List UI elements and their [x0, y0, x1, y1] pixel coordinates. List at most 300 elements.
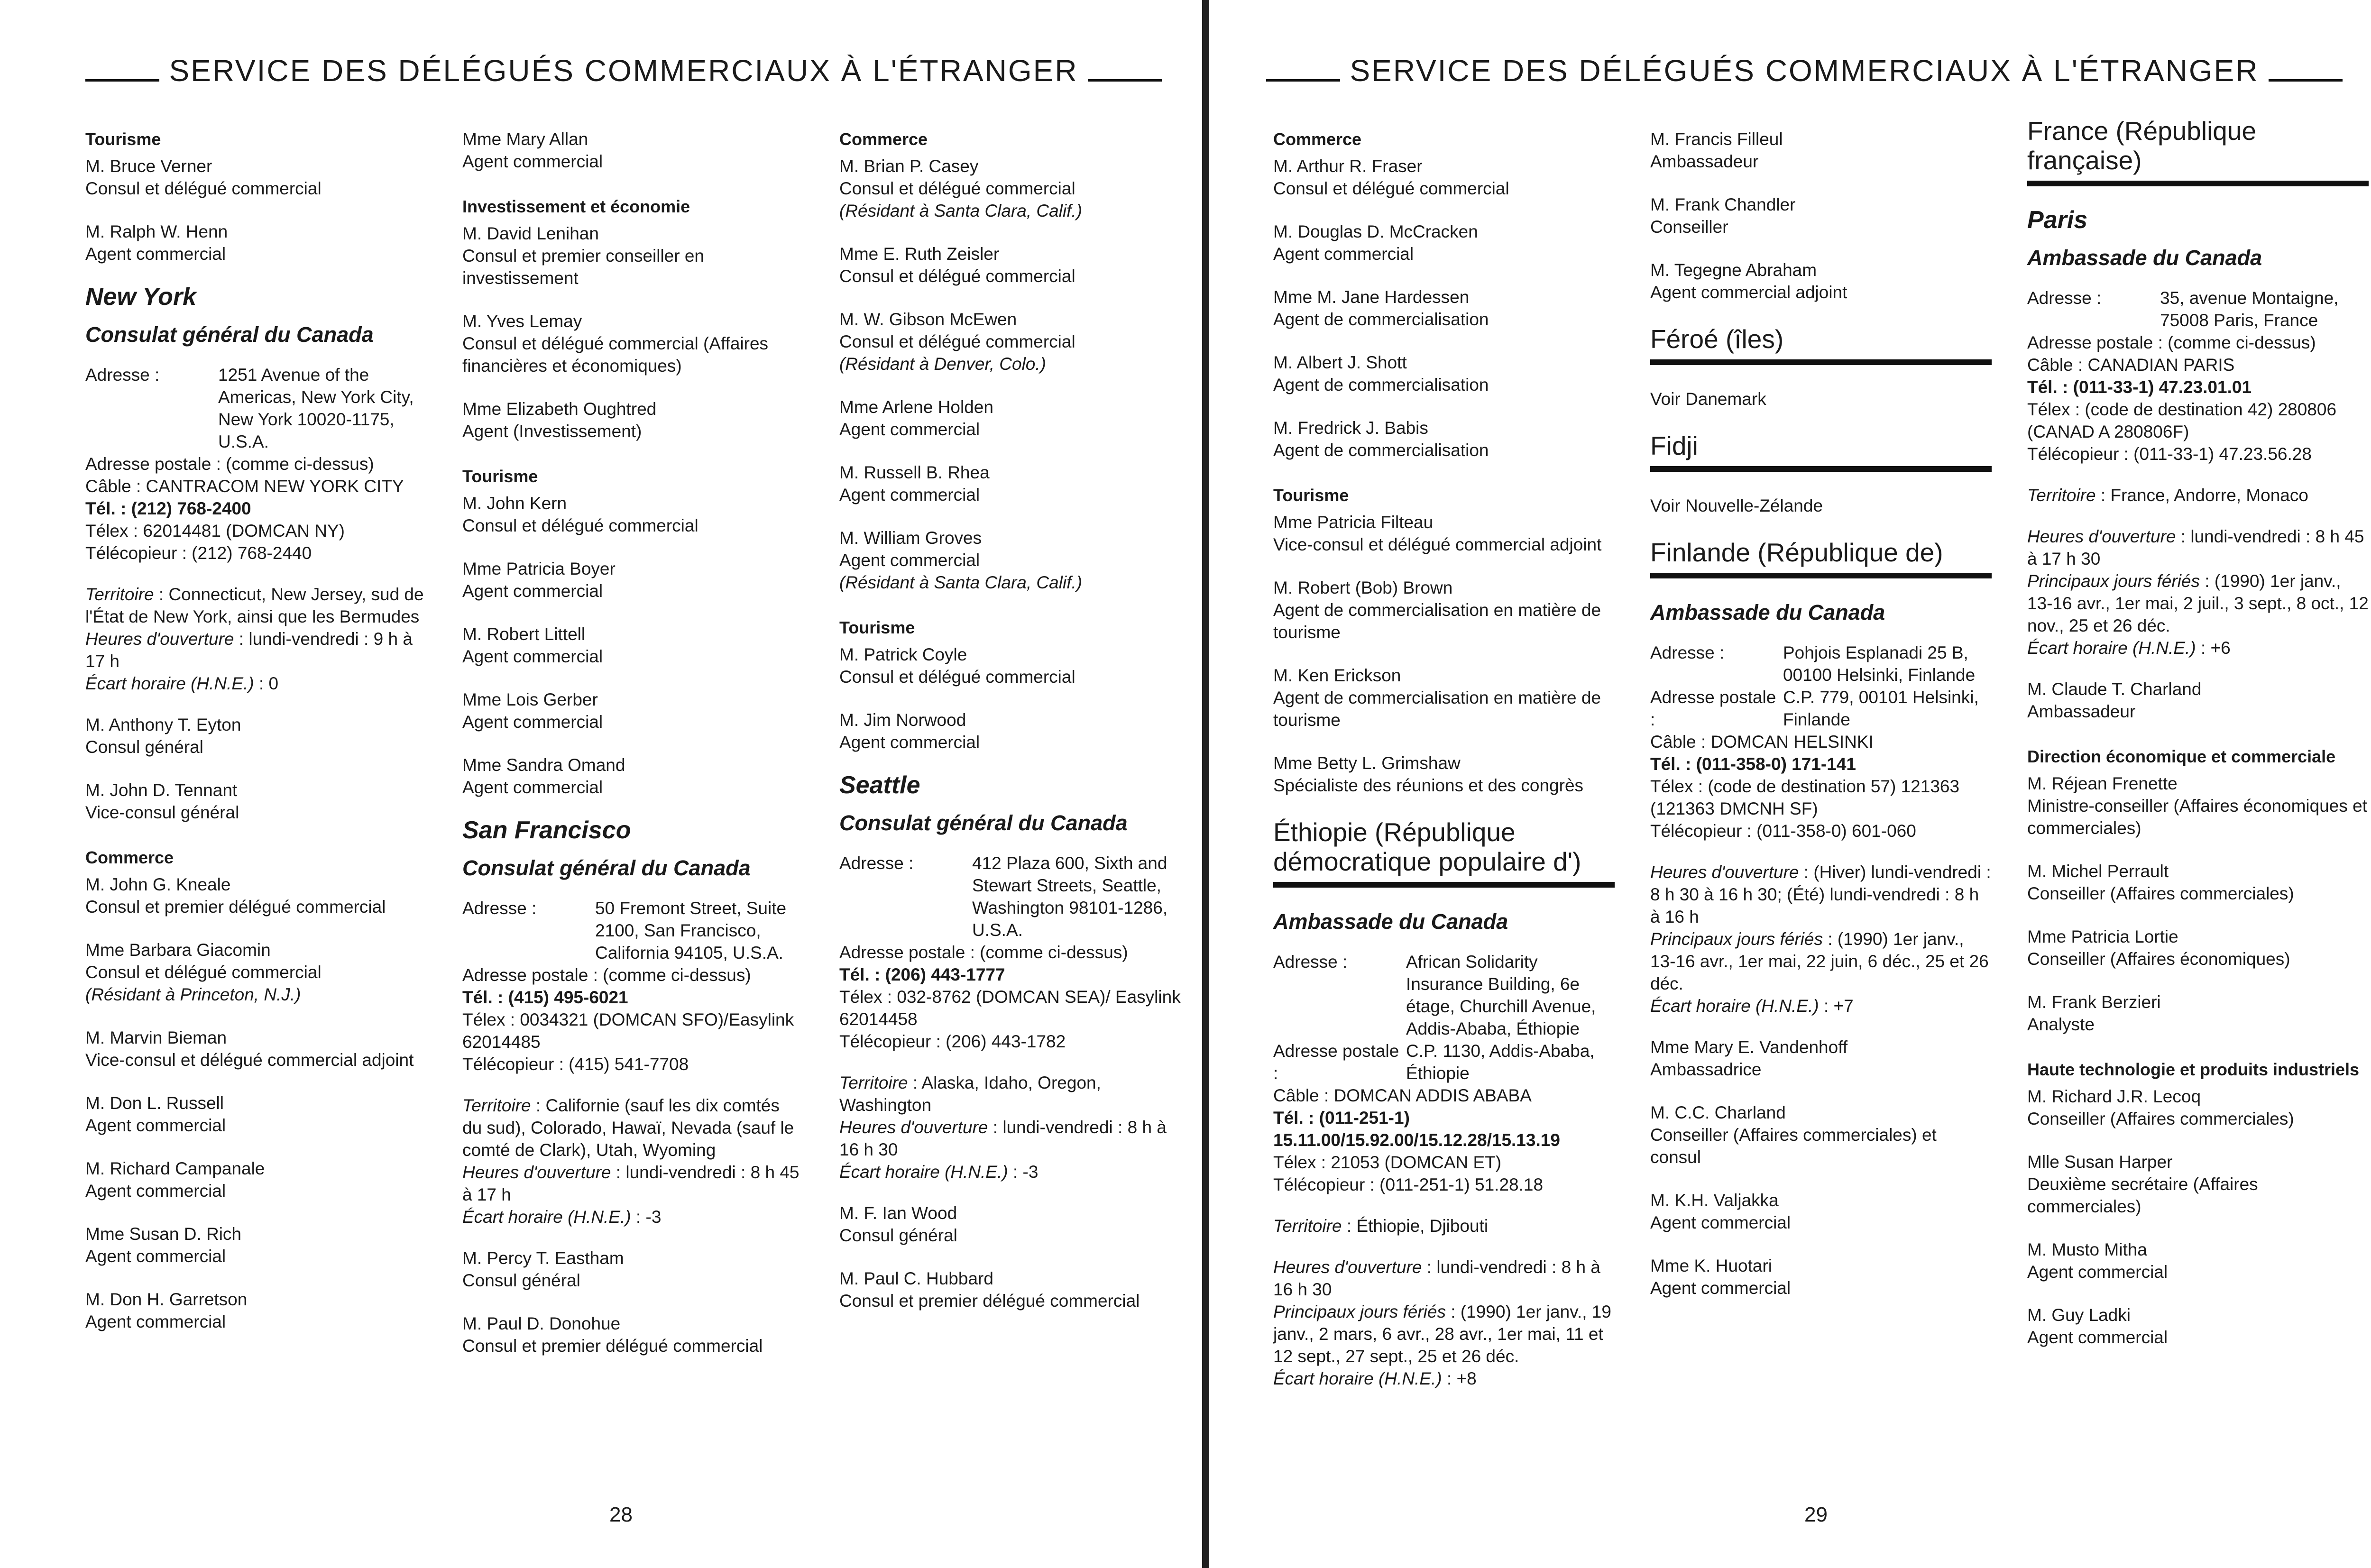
staff-entry [85, 779, 427, 824]
staff-entry [85, 1288, 427, 1333]
staff-entry [1273, 511, 1615, 556]
contact-line: Adresse postale : (comme ci-dessus) [85, 454, 374, 474]
staff-role: Agent commercial [85, 1116, 226, 1135]
info-line [1273, 1367, 1615, 1390]
staff-name: M. Richard Campanale [85, 1159, 265, 1178]
staff-role: Agent de commercialisation en matière de tourisme [1273, 600, 1601, 642]
address-label: Adresse : [2027, 288, 2102, 308]
info-line [462, 1094, 804, 1161]
staff-name: M. Musto Mitha [2027, 1240, 2147, 1259]
staff-role: Agent commercial [839, 550, 980, 570]
section-heading: Commerce [1273, 129, 1362, 149]
office-heading: Ambassade du Canada [1650, 600, 1885, 624]
staff-role: Agent de commercialisation [1273, 310, 1489, 329]
staff-entry [1273, 155, 1615, 200]
address-value: Pohjois Esplanadi 25 B, 00100 Helsinki, Finlande [1783, 643, 1976, 685]
staff-entry [1273, 752, 1615, 797]
contact-line: Tél. : (415) 495-6021 [462, 988, 628, 1007]
staff-role: Agent commercial [1650, 1213, 1791, 1232]
address-block [1273, 951, 1615, 1040]
staff-role: Consul et délégué commercial [839, 332, 1075, 351]
staff-role: Conseiller (Affaires commerciales) [2027, 1109, 2294, 1128]
staff-role: Analyste [2027, 1015, 2095, 1034]
staff-entry [462, 492, 804, 537]
staff-name: M. F. Ian Wood [839, 1203, 957, 1223]
info-label: Écart horaire (H.N.E.) [2027, 638, 2196, 658]
staff-role: Agent commercial adjoint [1650, 283, 1847, 302]
address-block [1273, 1040, 1615, 1084]
staff-entry [462, 754, 804, 798]
address-block [839, 852, 1181, 941]
staff-role: Conseiller (Affaires commerciales) et consul [1650, 1125, 1937, 1167]
staff-role: Agent commercial [1650, 1278, 1791, 1298]
staff-role: Agent de commercialisation [1273, 375, 1489, 394]
staff-name: Mme Sandra Omand [462, 755, 625, 775]
staff-entry [1273, 664, 1615, 731]
staff-name: Mme Lois Gerber [462, 690, 598, 709]
staff-name: M. Bruce Verner [85, 156, 212, 176]
staff-role: Agent commercial [462, 152, 603, 171]
staff-name: M. Russell B. Rhea [839, 463, 990, 482]
info-value: : Éthiopie, Djibouti [1342, 1216, 1489, 1236]
staff-name: M. Réjean Frenette [2027, 774, 2178, 793]
staff-name: M. Yves Lemay [462, 312, 582, 331]
city-heading: New York [85, 283, 197, 311]
contact-line: Câble : CANADIAN PARIS [2027, 355, 2235, 375]
staff-note: (Résidant à Princeton, N.J.) [85, 985, 301, 1004]
staff-note: (Résidant à Denver, Colo.) [839, 354, 1046, 374]
staff-entry [85, 1092, 427, 1137]
staff-role: Consul et délégué commercial [839, 667, 1075, 687]
country-heading: Fidji [1650, 431, 1992, 472]
info-label: Territoire [85, 585, 154, 604]
staff-role: Consul et premier délégué commercial [462, 1336, 763, 1356]
staff-entry [462, 688, 804, 733]
info-value: : lundi-vendredi : 9 h à 17 h [85, 629, 413, 671]
page-number: 28 [609, 1503, 633, 1526]
staff-name: M. Don L. Russell [85, 1093, 224, 1113]
section-heading: Commerce [85, 848, 174, 867]
info-line [1273, 1215, 1615, 1237]
staff-name: M. Frank Berzieri [2027, 992, 2161, 1012]
staff-note: (Résidant à Santa Clara, Calif.) [839, 201, 1083, 220]
staff-entry [1650, 1036, 1992, 1081]
staff-role: Agent commercial [85, 1247, 226, 1266]
staff-name: M. Albert J. Shott [1273, 353, 1407, 372]
staff-role: Conseiller (Affaires commerciales) [2027, 884, 2294, 903]
info-line [1650, 995, 1992, 1017]
section-heading: Investissement et économie [462, 197, 690, 216]
info-label: Heures d'ouverture [462, 1163, 611, 1182]
staff-role: Consul et premier délégué commercial [839, 1291, 1140, 1311]
staff-name: M. Ken Erickson [1273, 666, 1401, 685]
info-value: : Californie (sauf les dix comtés du sud), Colorado, Hawaï, Nevada (sauf le comté de Clark), Utah, Wyoming [462, 1096, 794, 1160]
staff-role: Conseiller (Affaires économiques) [2027, 949, 2290, 969]
info-value: : (1990) 1er janv., 19 janv., 2 mars, 6 avr., 28 avr., 1er mai, 11 et 12 sept., 27 sept., 25 et 26 déc. [1273, 1302, 1611, 1366]
staff-role: Consul général [839, 1226, 957, 1245]
address-label: Adresse : [839, 853, 914, 873]
column-3 [839, 128, 1181, 1333]
staff-entry [1273, 286, 1615, 330]
column-6 [2027, 116, 2369, 1369]
section-heading: Commerce [839, 129, 928, 149]
staff-name: M. Paul D. Donohue [462, 1314, 621, 1333]
staff-name: M. C.C. Charland [1650, 1103, 1786, 1122]
contact-line: Télécopieur : (011-251-1) 51.28.18 [1273, 1175, 1544, 1194]
header-rule [85, 79, 159, 82]
staff-entry [1650, 193, 1992, 238]
staff-entry [839, 396, 1181, 440]
staff-role: Agent commercial [85, 244, 226, 264]
staff-name: M. Frank Chandler [1650, 195, 1796, 214]
info-label: Principaux jours fériés [1650, 929, 1823, 949]
staff-name: Mme Barbara Giacomin [85, 940, 271, 960]
office-heading: Ambassade du Canada [1273, 909, 1508, 934]
staff-entry [1650, 128, 1992, 173]
address-value: 35, avenue Montaigne, 75008 Paris, France [2160, 288, 2339, 330]
staff-role: Agent commercial [1273, 244, 1414, 264]
staff-name: M. John Kern [462, 494, 567, 513]
info-line [1273, 1301, 1615, 1367]
staff-role: Conseiller [1650, 217, 1728, 237]
info-line [839, 1116, 1181, 1161]
address-label: Adresse postale : [1273, 1041, 1399, 1083]
contact-line: Télex : (code de destination 57) 121363 (121363 DMCNH SF) [1650, 777, 1960, 818]
info-label: Principaux jours fériés [2027, 571, 2200, 591]
office-heading: Ambassade du Canada [2027, 246, 2262, 270]
info-value: : (1990) 1er janv., 13-16 avr., 1er mai, 22 juin, 6 déc., 25 et 26 déc. [1650, 929, 1989, 993]
contact-line: Télex : 032-8762 (DOMCAN SEA)/ Easylink 62014458 [839, 987, 1181, 1029]
info-label: Écart horaire (H.N.E.) [839, 1162, 1008, 1182]
city-heading: Seattle [839, 771, 920, 799]
address-block [2027, 287, 2369, 331]
staff-entry [2027, 1238, 2369, 1283]
column-2 [462, 128, 804, 1378]
info-label: Écart horaire (H.N.E.) [1650, 996, 1819, 1016]
staff-role: Agent commercial [462, 712, 603, 732]
staff-name: M. Tegegne Abraham [1650, 260, 1817, 280]
staff-role: Agent commercial [462, 778, 603, 797]
contact-line: Adresse postale : (comme ci-dessus) [839, 943, 1128, 962]
info-line [1650, 928, 1992, 995]
staff-name: M. John G. Kneale [85, 875, 231, 894]
book-spine [1202, 0, 1209, 1568]
staff-name: M. K.H. Valjakka [1650, 1191, 1779, 1210]
staff-role: Agent commercial [85, 1181, 226, 1201]
info-value: : -3 [1008, 1162, 1038, 1182]
contact-line: Télex : (code de destination 42) 280806 (CANAD A 280806F) [2027, 400, 2337, 441]
info-value: : (Hiver) lundi-vendredi : 8 h 30 à 16 h 30; (Été) lundi-vendredi : 8 h à 16 h [1650, 862, 1991, 926]
staff-name: M. Marvin Bieman [85, 1028, 227, 1047]
info-value: : lundi-vendredi : 8 h à 16 h 30 [1273, 1257, 1600, 1299]
staff-entry [2027, 1304, 2369, 1348]
contact-line: Câble : CANTRACOM NEW YORK CITY [85, 477, 404, 496]
staff-entry [2027, 860, 2369, 905]
staff-entry [1273, 220, 1615, 265]
address-value: 1251 Avenue of the Americas, New York City, New York 10020-1175, U.S.A. [218, 365, 414, 451]
staff-name: M. Michel Perrault [2027, 862, 2169, 881]
staff-role: Consul général [462, 1271, 580, 1290]
info-line [462, 1161, 804, 1206]
staff-name: Mme Mary Allan [462, 129, 588, 149]
info-value: : lundi-vendredi : 8 h 45 à 17 h 30 [2027, 527, 2364, 569]
address-block [1650, 686, 1992, 731]
staff-entry [839, 527, 1181, 594]
staff-role: Consul et délégué commercial [85, 963, 322, 982]
info-line [2027, 637, 2369, 659]
staff-name: Mme M. Jane Hardessen [1273, 287, 1470, 307]
staff-role: Agent commercial [839, 420, 980, 439]
page-header [1266, 53, 2343, 88]
staff-name: M. Guy Ladki [2027, 1305, 2131, 1325]
contact-line: Tél. : (011-251-1) 15.11.00/15.92.00/15.12.28/15.13.19 [1273, 1108, 1560, 1150]
staff-role: Consul et délégué commercial [462, 516, 698, 535]
staff-role: Ambassadeur [1650, 152, 1759, 171]
staff-entry [1650, 259, 1992, 303]
address-value: 412 Plaza 600, Sixth and Stewart Streets, Seattle, Washington 98101-1286, U.S.A. [972, 853, 1168, 940]
staff-name: M. Patrick Coyle [839, 645, 967, 664]
staff-role: Deuxième secrétaire (Affaires commerciales) [2027, 1174, 2258, 1216]
staff-entry [85, 1223, 427, 1267]
info-line [2027, 484, 2369, 506]
info-value: : -3 [631, 1207, 662, 1227]
info-label: Territoire [2027, 486, 2096, 505]
staff-name: Mme Mary E. Vandenhoff [1650, 1037, 1848, 1057]
staff-name: M. Francis Filleul [1650, 129, 1783, 149]
staff-role: Agent de commercialisation [1273, 440, 1489, 460]
section-heading: Haute technologie et produits industriels [2027, 1060, 2360, 1079]
country-heading: Féroé (îles) [1650, 324, 1992, 365]
staff-role: Vice-consul général [85, 803, 239, 822]
address-block [462, 897, 804, 964]
staff-name: M. Richard J.R. Lecoq [2027, 1087, 2201, 1106]
staff-role: Consul et premier conseiller en investissement [462, 246, 705, 288]
staff-name: Mme Patricia Filteau [1273, 513, 1434, 532]
header-rule [2269, 79, 2343, 82]
staff-entry [462, 310, 804, 377]
staff-name: M. Jim Norwood [839, 710, 966, 730]
address-block [85, 364, 427, 453]
staff-entry [1273, 417, 1615, 461]
info-value: : 0 [254, 674, 279, 693]
contact-line: Télécopieur : (415) 541-7708 [462, 1055, 689, 1074]
staff-role: Vice-consul et délégué commercial adjoint [85, 1050, 414, 1070]
info-value: : Connecticut, New Jersey, sud de l'État de New York, ainsi que les Bermudes [85, 585, 424, 626]
address-label: Adresse postale : [1650, 688, 1776, 729]
staff-name: M. Fredrick J. Babis [1273, 418, 1428, 438]
address-label: Adresse : [85, 365, 160, 385]
staff-note: (Résidant à Santa Clara, Calif.) [839, 573, 1083, 592]
staff-name: M. William Groves [839, 528, 982, 548]
staff-name: M. Claude T. Charland [2027, 679, 2202, 699]
staff-entry [85, 873, 427, 918]
address-value: African Solidarity Insurance Building, 6e étage, Churchill Avenue, Addis-Ababa, Éthiopie [1406, 952, 1596, 1038]
address-value: C.P. 1130, Addis-Ababa, Éthiopie [1406, 1041, 1595, 1083]
right-page [1214, 0, 2371, 1568]
info-value: : lundi-vendredi : 8 h 45 à 17 h [462, 1163, 800, 1204]
staff-entry [839, 308, 1181, 375]
staff-role: Ministre-conseiller (Affaires économiques et commerciales) [2027, 796, 2368, 838]
contact-line: Tél. : (011-358-0) 171-141 [1650, 754, 1856, 774]
staff-entry [2027, 926, 2369, 970]
info-label: Principaux jours fériés [1273, 1302, 1446, 1321]
staff-name: Mme Patricia Lortie [2027, 927, 2178, 946]
page-number: 29 [1804, 1503, 1828, 1526]
column-4 [1273, 128, 1615, 1390]
address-label: Adresse : [1650, 643, 1725, 662]
staff-name: M. Paul C. Hubbard [839, 1269, 993, 1288]
staff-role: Consul et premier délégué commercial [85, 897, 386, 917]
info-value: : +8 [1442, 1369, 1477, 1388]
office-heading: Consulat général du Canada [839, 811, 1128, 835]
info-line [839, 1072, 1181, 1116]
staff-name: Mme Elizabeth Oughtred [462, 399, 657, 419]
staff-entry [839, 461, 1181, 506]
section-heading: Direction économique et commerciale [2027, 747, 2336, 766]
staff-entry [462, 222, 804, 289]
staff-entry [462, 558, 804, 602]
staff-name: M. David Lenihan [462, 224, 599, 243]
staff-entry [85, 939, 427, 1006]
info-value: : +6 [2196, 638, 2231, 658]
staff-entry [2027, 678, 2369, 723]
office-heading: Consulat général du Canada [85, 322, 374, 347]
staff-name: M. W. Gibson McEwen [839, 310, 1017, 329]
staff-name: M. Arthur R. Fraser [1273, 156, 1423, 176]
staff-name: M. Ralph W. Henn [85, 222, 228, 241]
info-line [2027, 525, 2369, 570]
contact-line: Câble : DOMCAN HELSINKI [1650, 732, 1874, 752]
contact-line: Télex : 62014481 (DOMCAN NY) [85, 521, 345, 541]
info-line [839, 1161, 1181, 1183]
staff-role: Agent commercial [462, 647, 603, 666]
staff-entry [1650, 1189, 1992, 1234]
staff-entry [1650, 1255, 1992, 1299]
staff-name: M. Brian P. Casey [839, 156, 979, 176]
staff-entry [85, 220, 427, 265]
contact-line: Adresse postale : (comme ci-dessus) [2027, 333, 2316, 352]
contact-line: Télécopieur : (206) 443-1782 [839, 1032, 1066, 1051]
info-label: Écart horaire (H.N.E.) [462, 1207, 631, 1227]
contact-line: Tél. : (212) 768-2400 [85, 499, 251, 518]
staff-entry [1273, 351, 1615, 396]
info-line [85, 672, 427, 695]
column-5 [1650, 128, 1992, 1320]
staff-entry [1650, 1101, 1992, 1168]
city-heading: San Francisco [462, 816, 631, 844]
info-value: : Alaska, Idaho, Oregon, Washington [839, 1073, 1101, 1115]
contact-line: Câble : DOMCAN ADDIS ABABA [1273, 1086, 1532, 1105]
staff-name: M. Percy T. Eastham [462, 1248, 624, 1268]
contact-line: Télécopieur : (212) 768-2440 [85, 543, 312, 563]
staff-role: Agent commercial [2027, 1262, 2168, 1282]
staff-entry [462, 1247, 804, 1292]
staff-role: Ambassadeur [2027, 702, 2136, 721]
address-label: Adresse : [1273, 952, 1348, 972]
staff-entry [839, 1267, 1181, 1312]
info-line [85, 583, 427, 628]
staff-name: M. Don H. Garretson [85, 1290, 248, 1309]
office-heading: Consulat général du Canada [462, 856, 751, 880]
info-label: Heures d'ouverture [839, 1118, 988, 1137]
staff-name: Mme Betty L. Grimshaw [1273, 753, 1461, 773]
staff-name: M. Robert (Bob) Brown [1273, 578, 1453, 597]
info-label: Heures d'ouverture [1273, 1257, 1422, 1277]
staff-name: Mme E. Ruth Zeisler [839, 244, 1000, 264]
staff-role: Agent (Investissement) [462, 422, 642, 441]
page-header [85, 53, 1162, 88]
staff-name: M. Robert Littell [462, 624, 586, 644]
contact-line: Télécopieur : (011-33-1) 47.23.56.28 [2027, 444, 2312, 464]
header-title: SERVICE DES DÉLÉGUÉS COMMERCIAUX À L'ÉTRANGER [1350, 54, 2259, 88]
section-heading: Tourisme [839, 618, 915, 637]
section-heading: Tourisme [462, 467, 538, 486]
staff-entry [462, 128, 804, 173]
info-label: Territoire [1273, 1216, 1342, 1236]
header-rule [1088, 79, 1162, 82]
address-label: Adresse : [462, 899, 537, 918]
staff-entry [85, 714, 427, 758]
address-value: C.P. 779, 00101 Helsinki, Finlande [1783, 688, 1979, 729]
staff-role: Agent commercial [2027, 1328, 2168, 1347]
staff-role: Ambassadrice [1650, 1060, 1762, 1079]
staff-role: Agent commercial [839, 485, 980, 504]
city-heading: Paris [2027, 206, 2088, 234]
staff-role: Consul et délégué commercial [85, 179, 322, 198]
contact-line: Télex : 0034321 (DOMCAN SFO)/Easylink 62014485 [462, 1010, 794, 1052]
staff-role: Agent commercial [85, 1312, 226, 1331]
info-line [1273, 1256, 1615, 1301]
contact-line: Tél. : (011-33-1) 47.23.01.01 [2027, 377, 2252, 397]
staff-name: M. Douglas D. McCracken [1273, 222, 1478, 241]
staff-name: Mme K. Huotari [1650, 1256, 1773, 1275]
info-value: : lundi-vendredi : 8 h à 16 h 30 [839, 1118, 1167, 1159]
info-label: Écart horaire (H.N.E.) [85, 674, 254, 693]
info-label: Territoire [462, 1096, 531, 1115]
staff-role: Consul et délégué commercial (Affaires financières et économiques) [462, 334, 769, 376]
staff-entry [2027, 772, 2369, 839]
staff-entry [2027, 991, 2369, 1036]
info-line [2027, 570, 2369, 637]
info-line [462, 1206, 804, 1228]
info-value: : France, Andorre, Monaco [2095, 486, 2308, 505]
staff-entry [1273, 577, 1615, 643]
country-heading: France (République française) [2027, 116, 2369, 186]
staff-role: Agent commercial [462, 581, 603, 601]
country-heading: Finlande (République de) [1650, 538, 1992, 578]
staff-name: Mme Patricia Boyer [462, 559, 616, 578]
staff-role: Consul et délégué commercial [839, 266, 1075, 286]
info-label: Heures d'ouverture [1650, 862, 1799, 882]
staff-entry [839, 1202, 1181, 1247]
staff-role: Consul et délégué commercial [1273, 179, 1509, 198]
staff-entry [85, 155, 427, 200]
staff-name: M. Anthony T. Eyton [85, 715, 241, 734]
address-value: 50 Fremont Street, Suite 2100, San Francisco, California 94105, U.S.A. [595, 899, 787, 963]
staff-entry [462, 1312, 804, 1357]
staff-role: Consul et délégué commercial [839, 179, 1075, 198]
contact-line: Tél. : (206) 443-1777 [839, 965, 1005, 984]
staff-role: Agent commercial [839, 733, 980, 752]
cross-reference: Voir Danemark [1650, 389, 1766, 409]
staff-role: Vice-consul et délégué commercial adjoint [1273, 535, 1602, 554]
info-value: : +7 [1819, 996, 1854, 1016]
staff-entry [85, 1027, 427, 1071]
staff-name: M. John D. Tennant [85, 780, 238, 800]
cross-reference: Voir Nouvelle-Zélande [1650, 496, 1823, 515]
staff-entry [2027, 1151, 2369, 1218]
country-heading: Éthiopie (République démocratique populaire d') [1273, 817, 1615, 888]
